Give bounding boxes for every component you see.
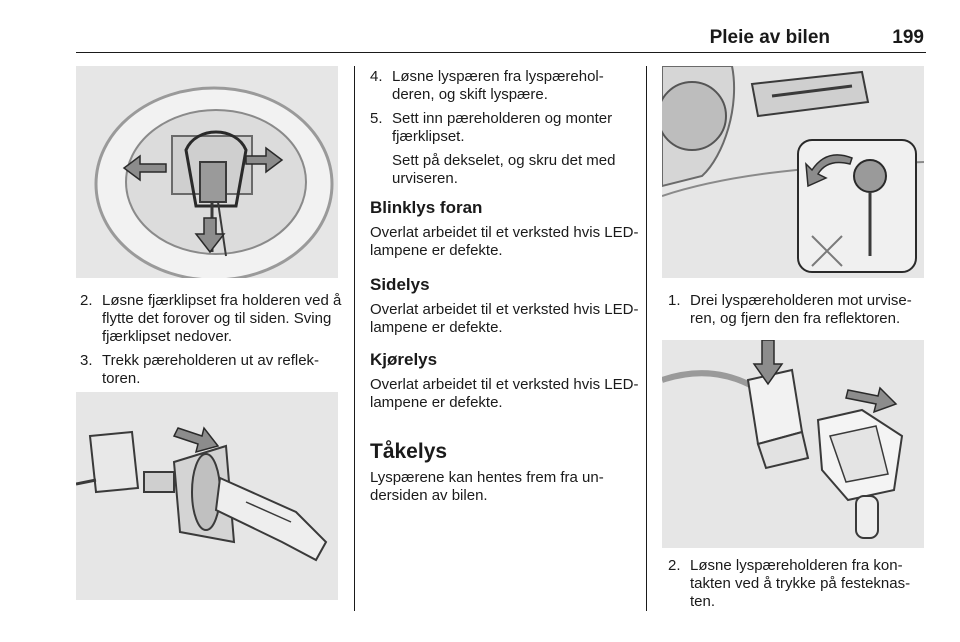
section-heading: Kjørelys <box>370 350 438 369</box>
list-item <box>370 68 640 104</box>
steps-column-1 <box>80 292 345 394</box>
step-text: Løsne fjærklipset fra holderen ved å flytte det forover og til siden. Sving fjærklipset nedover. <box>102 292 342 345</box>
page-number: 199 <box>892 27 924 48</box>
step-text: Drei lyspæreholderen mot urvise-ren, og fjern den fra reflektoren. <box>690 292 912 327</box>
steps-column-2 <box>370 68 640 200</box>
section-body: Lyspærene kan hentes frem fra un-dersiden av bilen. <box>370 469 604 504</box>
column-divider-1 <box>354 66 355 611</box>
steps-column-3-continued <box>668 557 930 617</box>
section-body: Overlat arbeidet til et verksted hvis LED-lampene er defekte. <box>370 376 639 411</box>
column-divider-2 <box>646 66 647 611</box>
section-blinklys-foran <box>370 198 640 260</box>
step-text: Løsne lyspæreholderen fra kon-takten ved å trykke på festeknas-ten. <box>690 557 911 610</box>
step-number: 4. <box>370 68 383 85</box>
step-number: 2. <box>668 557 681 574</box>
fog-lamp-bumper-illustration <box>662 66 924 278</box>
step-number: 5. <box>370 110 383 127</box>
step-text: Sett inn pæreholderen og monter fjærklipset. <box>392 110 613 145</box>
step-number: 2. <box>80 292 93 309</box>
section-body: Overlat arbeidet til et verksted hvis LED-lampene er defekte. <box>370 224 639 259</box>
section-kjorelys <box>370 350 640 412</box>
page-header-title: Pleie av bilen <box>709 27 830 48</box>
bulb-holder-illustration <box>76 392 338 600</box>
step-text: Løsne lyspæren fra lyspærehol-deren, og skift lyspære. <box>392 68 604 103</box>
list-item <box>80 352 345 388</box>
section-body: Overlat arbeidet til et verksted hvis LED-lampene er defekte. <box>370 301 639 336</box>
step-text: Trekk pæreholderen ut av reflek-toren. <box>102 352 320 387</box>
list-item <box>668 557 930 611</box>
list-item <box>370 110 640 146</box>
steps-column-3 <box>668 292 930 334</box>
section-heading: Tåkelys <box>370 440 448 463</box>
step-note: Sett på dekselet, og skru det med urviseren. <box>392 152 616 187</box>
list-item <box>80 292 345 346</box>
step-number: 3. <box>80 352 93 369</box>
section-takelys <box>370 440 640 505</box>
step-number: 1. <box>668 292 681 309</box>
section-heading: Blinklys foran <box>370 198 483 217</box>
section-sidelys <box>370 275 640 337</box>
headlamp-clip-illustration <box>76 66 338 278</box>
section-heading: Sidelys <box>370 275 430 294</box>
fog-lamp-holder-illustration <box>662 340 924 548</box>
header-rule <box>76 52 926 53</box>
list-item <box>668 292 930 328</box>
